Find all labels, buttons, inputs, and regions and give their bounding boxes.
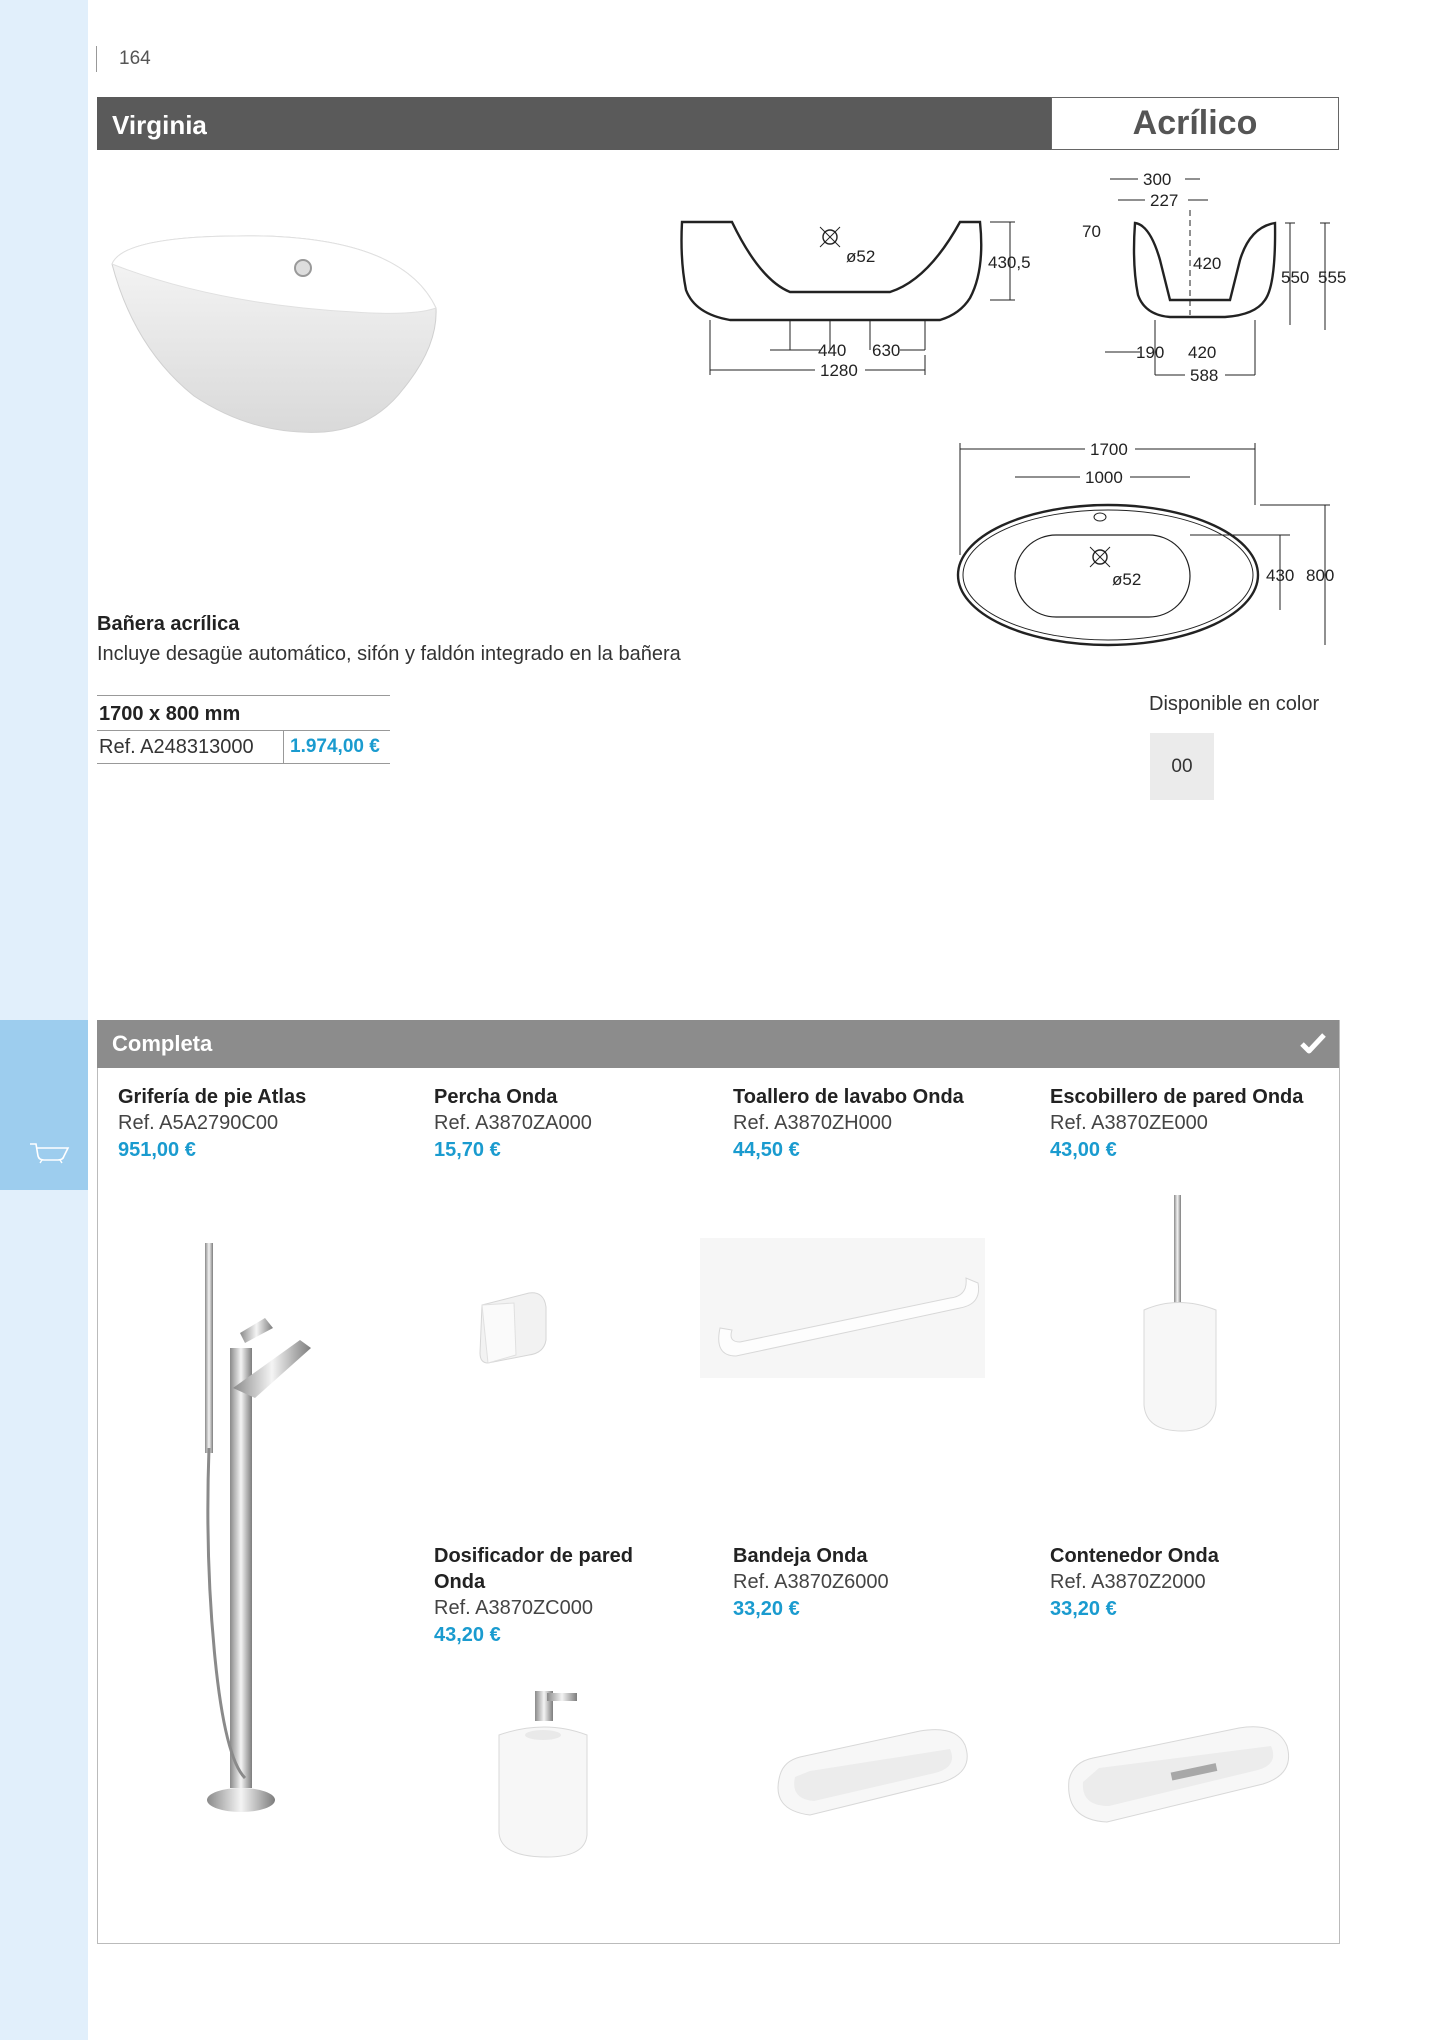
item-name: Grifería de pie Atlas <box>118 1086 307 1108</box>
size-price-table <box>97 695 390 764</box>
side-height-label: 430,5 <box>988 253 1031 272</box>
top-length-label: 1700 <box>1090 440 1128 459</box>
end-b2-label: 420 <box>1188 343 1217 362</box>
accessory-item-soap-dispenser[interactable] <box>434 1543 674 1648</box>
end-view-drawing <box>1060 165 1350 385</box>
product-ref: Ref. A248313000 <box>97 731 284 763</box>
side-drain-label: ø52 <box>846 247 876 266</box>
availability-label: Disponible en color <box>1149 693 1320 715</box>
ref-row <box>97 731 390 763</box>
item-price: 951,00 € <box>118 1139 196 1161</box>
soap-dispenser-photo <box>495 1685 595 1860</box>
top-drain-label: ø52 <box>1112 570 1142 589</box>
accessory-item-tray[interactable] <box>733 1543 1033 1622</box>
bathtub-icon <box>28 1140 72 1164</box>
top-inner-length-label: 1000 <box>1085 468 1123 487</box>
side-dim2-label: 630 <box>872 341 901 360</box>
item-name: Bandeja Onda <box>733 1545 868 1567</box>
item-price: 15,70 € <box>434 1139 501 1161</box>
item-price: 33,20 € <box>1050 1598 1117 1620</box>
accessory-item-hook[interactable] <box>434 1084 734 1163</box>
item-ref: Ref. A3870Z2000 <box>1050 1571 1206 1593</box>
towel-bar-photo <box>700 1238 985 1378</box>
item-ref: Ref. A5A2790C00 <box>118 1112 279 1134</box>
checkmark-icon <box>1300 1032 1326 1054</box>
end-b1-label: 190 <box>1136 343 1165 362</box>
accessory-item-container[interactable] <box>1050 1543 1350 1622</box>
product-price: 1.974,00 € <box>290 736 380 757</box>
faucet-photo <box>185 1238 315 1823</box>
item-ref: Ref. A3870ZE000 <box>1050 1112 1208 1134</box>
item-price: 33,20 € <box>733 1598 800 1620</box>
product-name: Bañera acrílica <box>97 613 240 635</box>
material-label: Acrílico <box>1132 104 1258 142</box>
complete-section-title: Completa <box>112 1031 213 1056</box>
item-price: 43,20 € <box>434 1624 501 1646</box>
accessory-item-faucet[interactable] <box>118 1084 418 1163</box>
top-inner-width-label: 430 <box>1266 566 1295 585</box>
page-number: 164 <box>119 48 151 69</box>
color-swatch-00[interactable]: 00 <box>1150 733 1214 800</box>
accessory-item-toilet-brush[interactable] <box>1050 1084 1350 1163</box>
end-rim-label: 70 <box>1082 222 1101 241</box>
item-name: Toallero de lavabo Onda <box>733 1086 964 1108</box>
side-view-drawing <box>670 210 1050 390</box>
container-photo <box>1063 1710 1293 1825</box>
item-name: Percha Onda <box>434 1086 558 1108</box>
top-width-label: 800 <box>1306 566 1335 585</box>
page-number-rule <box>96 46 97 72</box>
product-description: Incluye desagüe automático, sifón y faldón integrado en la bañera <box>97 643 681 665</box>
end-inner-height-label: 420 <box>1193 254 1222 273</box>
product-size: 1700 x 800 mm <box>99 703 241 725</box>
accessory-item-towel-bar[interactable] <box>733 1084 1033 1163</box>
bathtub-photo <box>104 228 449 440</box>
item-name: Contenedor Onda <box>1050 1545 1219 1567</box>
hook-photo <box>474 1285 564 1375</box>
end-w1-label: 300 <box>1143 170 1172 189</box>
side-dim1-label: 440 <box>818 341 847 360</box>
item-ref: Ref. A3870ZA000 <box>434 1112 592 1134</box>
top-view-drawing <box>930 435 1350 650</box>
product-series-title: Virginia <box>112 110 207 140</box>
drain-symbol <box>820 227 840 247</box>
title-bar <box>97 97 1051 150</box>
end-h2-label: 555 <box>1318 268 1347 287</box>
tray-photo <box>770 1715 975 1820</box>
bathtub-section-tab[interactable] <box>0 1020 88 1190</box>
item-name: Escobillero de pared Onda <box>1050 1086 1304 1108</box>
item-ref: Ref. A3870ZC000 <box>434 1597 593 1619</box>
item-name: Dosificador de pared Onda <box>434 1545 633 1593</box>
end-b3-label: 588 <box>1190 366 1219 385</box>
side-length-label: 1280 <box>820 361 858 380</box>
item-ref: Ref. A3870ZH000 <box>733 1112 892 1134</box>
complete-section-bar <box>97 1020 1339 1068</box>
item-price: 43,00 € <box>1050 1139 1117 1161</box>
item-ref: Ref. A3870Z6000 <box>733 1571 889 1593</box>
end-h1-label: 550 <box>1281 268 1310 287</box>
end-w2-label: 227 <box>1150 191 1179 210</box>
item-price: 44,50 € <box>733 1139 800 1161</box>
toilet-brush-photo <box>1138 1195 1223 1435</box>
